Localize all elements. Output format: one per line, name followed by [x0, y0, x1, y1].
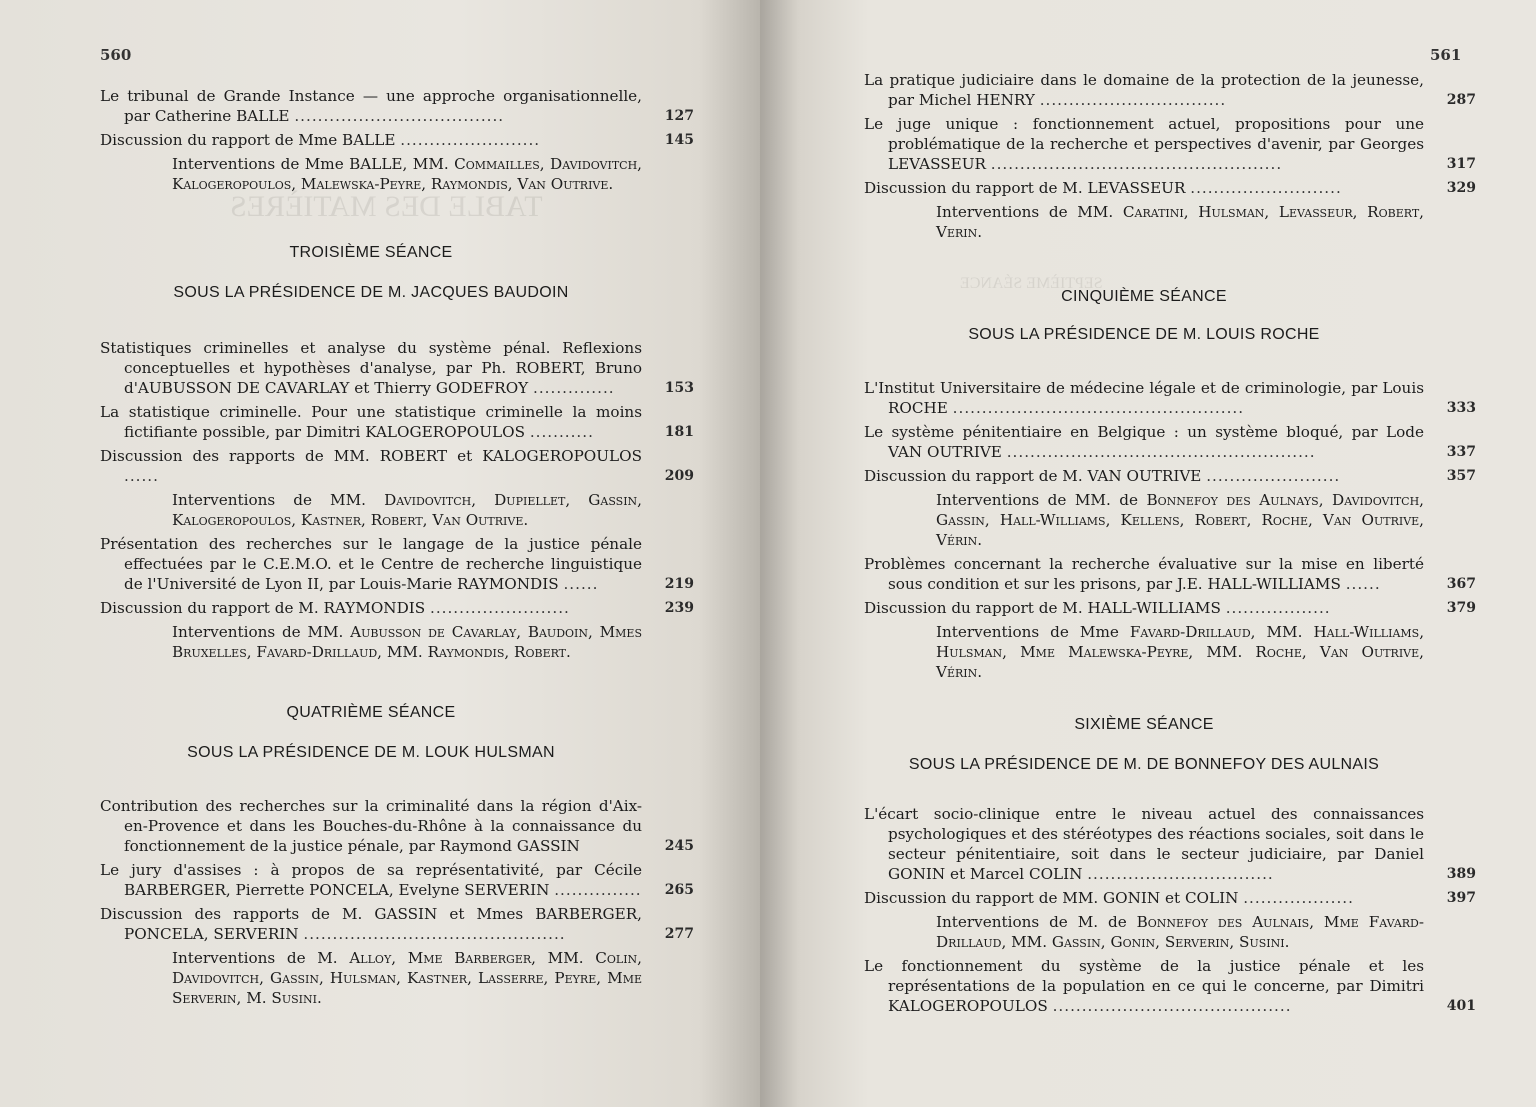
toc-entry-text: Discussion du rapport de M. RAYMONDIS [100, 599, 426, 617]
toc-entry-title [864, 378, 1424, 418]
dot-leader: ........................ [400, 131, 541, 149]
toc-entry-title [864, 70, 1424, 110]
toc-entry-title [864, 114, 1424, 174]
toc-entry-title [100, 446, 642, 486]
toc-entry [864, 956, 1476, 1016]
dot-leader: ....................... [1206, 467, 1341, 485]
toc-entry-title [864, 422, 1424, 462]
toc-entry-text: Statistiques criminelles et analyse du système pénal. Reflexions conceptuelles et hypothèses d'analyse, par Ph. ROBERT, Bruno d'AUBUSSON DE CAVARLAY et Thierry GODEFROY [100, 339, 642, 397]
interventions: Interventions de MM. Davidovitch, Dupiellet, Gassin, Kalogeropoulos, Kastner, Robert, Van Outrive. [172, 491, 643, 529]
dot-leader: ............... [554, 881, 642, 899]
toc-entry-title [864, 598, 1424, 618]
bleed-through: TABLE DES MATIÈRES [230, 190, 543, 223]
toc-entry-text: Présentation des recherches sur le langage de la justice pénale effectuées par le C.E.M.O. et le Centre de recherche linguistique de l'Université de Lyon II, par Louis-Marie RAYMONDIS [100, 535, 642, 593]
right-page [760, 0, 1536, 1107]
toc-entry-title [864, 178, 1424, 198]
toc-entry [100, 796, 694, 856]
toc-entry-title [100, 130, 642, 150]
interventions: Interventions de Mme Favard-Drillaud, MM. Hall-Williams, Hulsman, Mme Malewska-Peyre, MM. Roche, Van Outrive, Vérin. [936, 623, 1425, 681]
toc-page-number: 333 [1446, 400, 1476, 416]
toc-page-number: 337 [1446, 444, 1476, 460]
toc-entry [864, 178, 1476, 198]
dot-leader: ........... [529, 423, 594, 441]
toc-entry-text: La statistique criminelle. Pour une statistique criminelle la moins fictifiante possible, par Dimitri KALOGEROPOULOS [100, 403, 642, 441]
dot-leader: .......................... [1190, 179, 1342, 197]
toc-entry [100, 446, 694, 486]
toc-entry-title [864, 956, 1424, 1016]
dot-leader: ...... [124, 467, 159, 485]
session-presidence: SOUS LA PRÉSIDENCE DE M. LOUK HULSMAN [187, 744, 555, 761]
toc-entry-text: Discussion du rapport de MM. GONIN et COLIN [864, 889, 1239, 907]
dot-leader: .............. [533, 379, 615, 397]
dot-leader: ................... [1243, 889, 1354, 907]
toc-page-number: 397 [1446, 890, 1476, 906]
bleed-through: SEPTIÈME SÉANCE [960, 275, 1103, 292]
toc-entry-title [100, 598, 642, 618]
toc-entry-title [100, 796, 642, 856]
toc-entry [864, 598, 1476, 618]
toc-page-number: 329 [1446, 180, 1476, 196]
toc-page-number: 401 [1446, 998, 1476, 1014]
dot-leader: .................. [1225, 599, 1331, 617]
toc-entry [864, 378, 1476, 418]
interventions: Interventions de MM. Aubusson de Cavarlay, Baudoin, Mmes Bruxelles, Favard-Drillaud, MM. Raymondis, Robert. [172, 623, 642, 661]
toc-entry-title [864, 888, 1424, 908]
toc-entry [100, 860, 694, 900]
dot-leader: .................................... [294, 107, 505, 125]
toc-entry-title [100, 402, 642, 442]
left-column [100, 86, 694, 1012]
dot-leader: ............................................. [303, 925, 566, 943]
toc-entry [100, 338, 694, 398]
session-title: TROISIÈME SÉANCE [289, 244, 453, 261]
toc-page-number: 277 [664, 926, 694, 942]
toc-page-number: 127 [664, 108, 694, 124]
toc-entry-title [864, 804, 1424, 884]
toc-entry-text: Discussion du rapport de M. HALL-WILLIAMS [864, 599, 1221, 617]
toc-page-number: 239 [664, 600, 694, 616]
toc-entry-title [100, 860, 642, 900]
session-title: QUATRIÈME SÉANCE [286, 704, 456, 721]
toc-entry-title [864, 466, 1424, 486]
interventions: Interventions de M. Alloy, Mme Barberger, MM. Colin, Davidovitch, Gassin, Hulsman, Kastner, Lasserre, Peyre, Mme Serverin, M. Susini. [172, 949, 643, 1007]
toc-page-number: 367 [1446, 576, 1476, 592]
page-number-right: 561 [1430, 46, 1462, 64]
toc-entry-text: Discussion des rapports de M. GASSIN et Mmes BARBERGER, PONCELA, SERVERIN [100, 905, 642, 943]
toc-entry-text: Le juge unique : fonctionnement actuel, propositions pour une problématique de la recherche et perspectives d'avenir, par Georges LEVASSEUR [864, 115, 1424, 173]
toc-entry-title [100, 86, 642, 126]
toc-entry [864, 114, 1476, 174]
toc-entry [864, 554, 1476, 594]
session-presidence: SOUS LA PRÉSIDENCE DE M. JACQUES BAUDOIN [173, 284, 569, 301]
session-presidence: SOUS LA PRÉSIDENCE DE M. DE BONNEFOY DES AULNAIS [908, 756, 1380, 773]
toc-entry-title [100, 534, 642, 594]
toc-entry-text: Le jury d'assises : à propos de sa représentativité, par Cécile BARBERGER, Pierrette PONCELA, Evelyne SERVERIN [100, 861, 642, 899]
toc-page-number: 145 [664, 132, 694, 148]
toc-entry-text: L'Institut Universitaire de médecine légale et de criminologie, par Louis ROCHE [864, 379, 1424, 417]
dot-leader: ...... [1345, 575, 1381, 593]
dot-leader: .................................................. [952, 399, 1245, 417]
toc-entry [864, 804, 1476, 884]
toc-entry-text: Discussion des rapports de MM. ROBERT et KALOGEROPOULOS [100, 447, 642, 465]
interventions: Interventions de MM. Caratini, Hulsman, Levasseur, Robert, Verin. [936, 203, 1424, 241]
toc-entry [864, 888, 1476, 908]
toc-entry [100, 904, 694, 944]
toc-page-number: 379 [1446, 600, 1476, 616]
dot-leader: ..................................................... [1006, 443, 1316, 461]
toc-page-number: 287 [1446, 92, 1476, 108]
toc-entry-text: Contribution des recherches sur la criminalité dans la région d'Aix-en-Provence et dans les Bouches-du-Rhône à la connaissance du fonctionnement de la justice pénale, par Raymond GASSIN [100, 797, 642, 855]
dot-leader: .................................................. [990, 155, 1283, 173]
session-title: CINQUIÈME SÉANCE [1061, 288, 1227, 305]
toc-entry-text: Le système pénitentiaire en Belgique : un système bloqué, par Lode VAN OUTRIVE [864, 423, 1424, 461]
toc-page-number: 265 [664, 882, 694, 898]
session-presidence: SOUS LA PRÉSIDENCE DE M. LOUIS ROCHE [968, 326, 1320, 343]
toc-page-number: 209 [664, 468, 694, 484]
toc-entry [864, 466, 1476, 486]
dot-leader: ...... [563, 575, 599, 593]
toc-page-number: 153 [664, 380, 694, 396]
page-number-left: 560 [100, 46, 132, 64]
toc-entry [864, 70, 1476, 110]
toc-entry-text: La pratique judiciaire dans le domaine de la protection de la jeunesse, par Michel HENRY [864, 71, 1424, 109]
toc-entry [100, 598, 694, 618]
dot-leader: ................................ [1087, 865, 1274, 883]
interventions: Interventions de M. de Bonnefoy des Aulnais, Mme Favard-Drillaud, MM. Gassin, Gonin, Serverin, Susini. [936, 913, 1424, 951]
toc-entry-text: L'écart socio-clinique entre le niveau actuel des connaissances psychologiques et des stéréotypes des réactions sociales, soit dans le secteur pénitentiaire, soit dans le secteur judiciaire, par Daniel GONIN et Marcel COLIN [864, 805, 1424, 883]
toc-entry-text: Le fonctionnement du système de la justice pénale et les représentations de la population en ce qui le concerne, par Dimitri KALOGEROPOULOS [864, 957, 1424, 1015]
toc-entry [100, 402, 694, 442]
toc-entry-text: Discussion du rapport de Mme BALLE [100, 131, 396, 149]
toc-entry [100, 130, 694, 150]
right-column [864, 70, 1476, 1020]
session-title: SIXIÈME SÉANCE [1074, 716, 1214, 733]
toc-entry-text: Le tribunal de Grande Instance — une approche organisationnelle, par Catherine BALLE [100, 87, 642, 125]
toc-entry [100, 86, 694, 126]
interventions: Interventions de Mme BALLE, MM. Commailles, Davidovitch, Kalogeropoulos, Malewska-Peyre, Raymondis, Van Outrive. [172, 155, 643, 193]
toc-entry-title [864, 554, 1424, 594]
interventions: Interventions de MM. de Bonnefoy des Aulnays, Davidovitch, Gassin, Hall-Williams, Kellens, Robert, Roche, Van Outrive, Vérin. [936, 491, 1425, 549]
toc-page-number: 317 [1446, 156, 1476, 172]
dot-leader: ........................ [430, 599, 570, 617]
toc-page-number: 219 [664, 576, 694, 592]
dot-leader: ................................ [1039, 91, 1227, 109]
dot-leader: ......................................... [1052, 997, 1292, 1015]
toc-entry [864, 422, 1476, 462]
toc-entry-text: Discussion du rapport de M. VAN OUTRIVE [864, 467, 1202, 485]
toc-page-number: 389 [1446, 866, 1476, 882]
toc-page-number: 181 [664, 424, 694, 440]
toc-entry-title [100, 904, 642, 944]
left-page [0, 0, 760, 1107]
toc-page-number: 245 [664, 838, 694, 854]
toc-entry-text: Discussion du rapport de M. LEVASSEUR [864, 179, 1186, 197]
toc-entry-title [100, 338, 642, 398]
toc-page-number: 357 [1446, 468, 1476, 484]
toc-entry [100, 534, 694, 594]
toc-entry-text: Problèmes concernant la recherche évaluative sur la mise en liberté sous condition et sur les prisons, par J.E. HALL-WILLIAMS [864, 555, 1424, 593]
